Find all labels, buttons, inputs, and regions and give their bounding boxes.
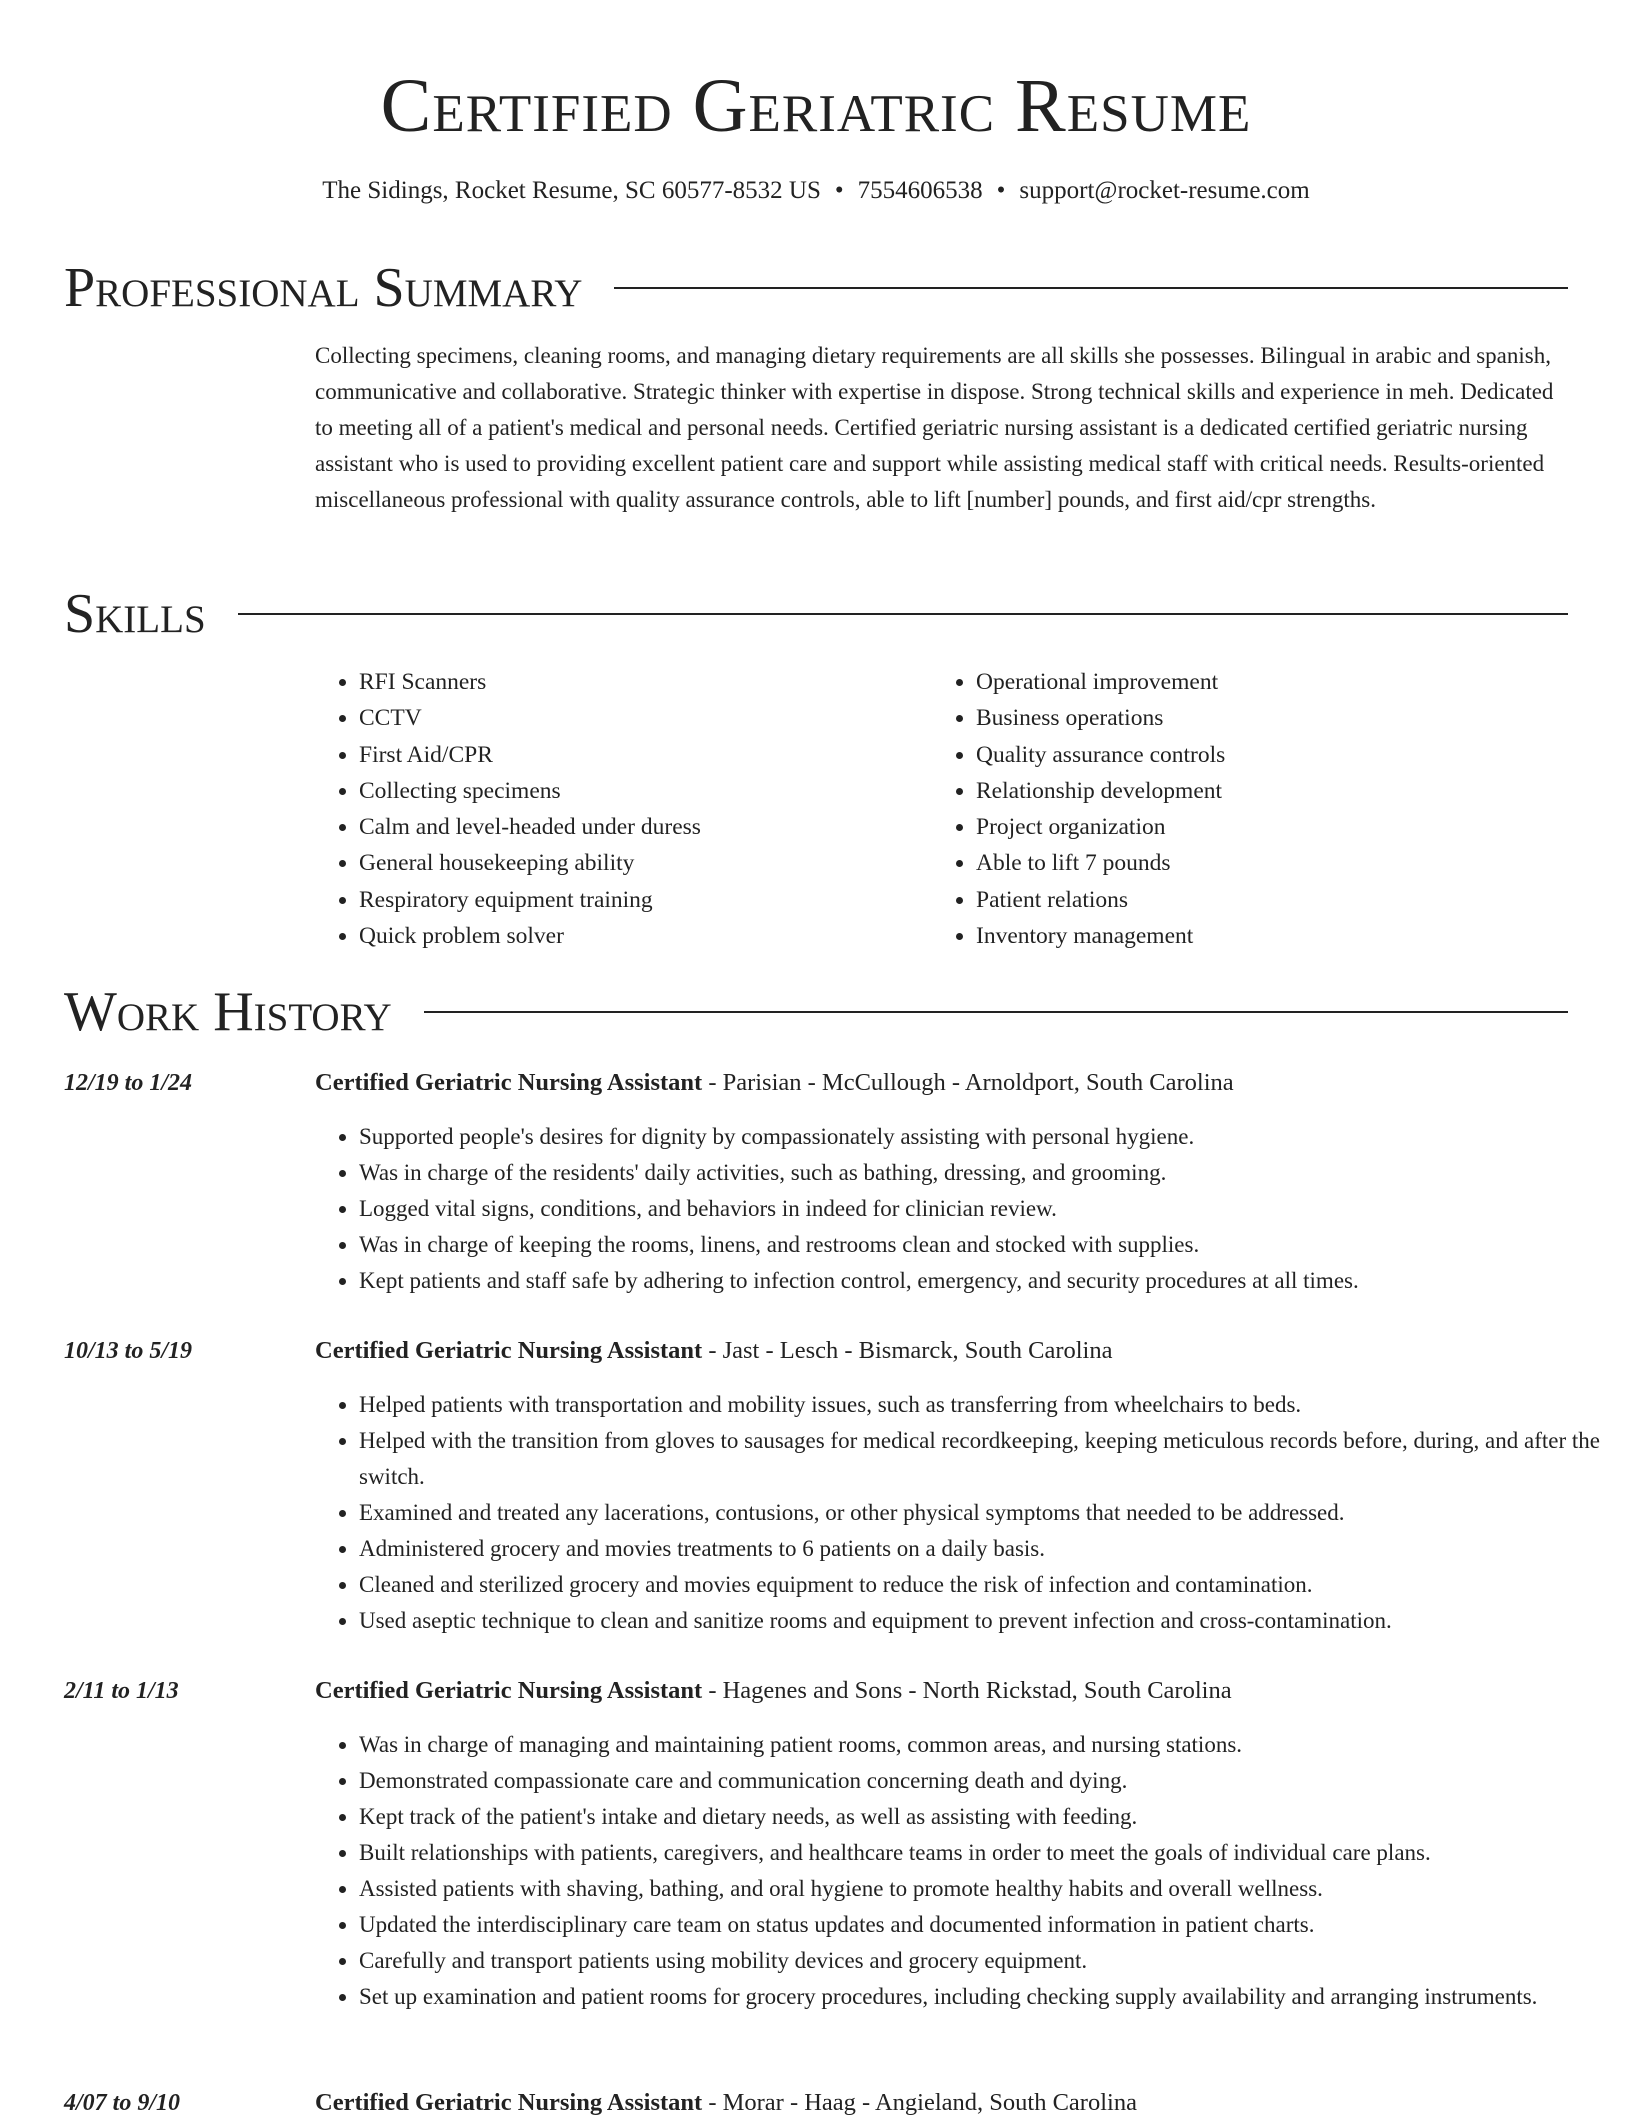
skills-section-header xyxy=(64,582,1568,646)
job-company: - Hagenes and Sons - North Rickstad, South Carolina xyxy=(702,1677,1232,1704)
job-bullet: • Set up examination and patient rooms for grocery procedures, including checking supply availability and arranging instruments. xyxy=(359,1979,1604,2015)
section-divider xyxy=(614,287,1568,289)
contact-address: The Sidings, Rocket Resume, SC 60577-8532 US xyxy=(322,177,821,204)
job-company: - Jast - Lesch - Bismarck, South Carolina xyxy=(702,1337,1113,1364)
job-title: Certified Geriatric Nursing Assistant xyxy=(315,1069,703,1096)
job-bullets xyxy=(315,1119,1604,1299)
job-heading xyxy=(315,1065,1234,1101)
job-bullets xyxy=(315,1387,1604,1639)
resume-title: Certified Geriatric Resume xyxy=(380,64,1252,148)
skill-item: • Able to lift 7 pounds xyxy=(976,845,1225,881)
job-dates: 2/11 to 1/13 xyxy=(64,1678,179,1704)
skills-heading: Skills xyxy=(64,583,206,645)
job-dates: 10/13 to 5/19 xyxy=(64,1338,193,1364)
job-bullet: • Was in charge of managing and maintaining patient rooms, common areas, and nursing stations. xyxy=(359,1727,1604,1763)
work-section-header xyxy=(64,980,1568,1044)
job-bullet: • Used aseptic technique to clean and sanitize rooms and equipment to prevent infection and cross-contamination. xyxy=(359,1603,1604,1639)
skill-item: • First Aid/CPR xyxy=(359,737,701,773)
skill-item: • Quick problem solver xyxy=(359,918,701,954)
summary-heading: Professional Summary xyxy=(64,257,583,319)
skill-item: • Patient relations xyxy=(976,882,1225,918)
job-bullet: • Examined and treated any lacerations, contusions, or other physical symptoms that needed to be addressed. xyxy=(359,1495,1604,1531)
job-bullet: • Carefully and transport patients using mobility devices and grocery equipment. xyxy=(359,1943,1604,1979)
job-company: - Parisian - McCullough - Arnoldport, South Carolina xyxy=(702,1069,1234,1096)
contact-separator: • xyxy=(996,177,1006,204)
job-bullet: • Was in charge of keeping the rooms, linens, and restrooms clean and stocked with supplies. xyxy=(359,1227,1604,1263)
skill-item: • Respiratory equipment training xyxy=(359,882,701,918)
job-dates: 4/07 to 9/10 xyxy=(64,2090,181,2116)
skills-list-left xyxy=(315,664,701,954)
job-bullet: • Kept track of the patient's intake and dietary needs, as well as assisting with feeding. xyxy=(359,1799,1604,1835)
job-bullet: • Administered grocery and movies treatments to 6 patients on a daily basis. xyxy=(359,1531,1604,1567)
section-divider xyxy=(424,1011,1568,1013)
job-company: - Morar - Haag - Angieland, South Carolina xyxy=(702,2089,1137,2116)
skill-item: • Inventory management xyxy=(976,918,1225,954)
job-bullet: • Helped patients with transportation and mobility issues, such as transferring from wheelchairs to beds. xyxy=(359,1387,1604,1423)
job-bullet: • Supported people's desires for dignity by compassionately assisting with personal hygiene. xyxy=(359,1119,1604,1155)
skill-item: • Project organization xyxy=(976,809,1225,845)
skill-item: • Operational improvement xyxy=(976,664,1225,700)
job-heading xyxy=(315,1333,1112,1369)
job-bullet: • Cleaned and sterilized grocery and movies equipment to reduce the risk of infection and contamination. xyxy=(359,1567,1604,1603)
job-bullet: • Demonstrated compassionate care and communication concerning death and dying. xyxy=(359,1763,1604,1799)
skill-item: • Calm and level-headed under duress xyxy=(359,809,701,845)
skill-item: • Collecting specimens xyxy=(359,773,701,809)
contact-separator: • xyxy=(834,177,844,204)
job-bullet: • Helped with the transition from gloves to sausages for medical recordkeeping, keeping meticulous records before, during, and after the switch. xyxy=(359,1423,1604,1495)
skills-list-right xyxy=(932,664,1225,954)
job-heading xyxy=(315,2085,1137,2121)
summary-text: Collecting specimens, cleaning rooms, and managing dietary requirements are all skills she possesses. Bilingual in arabic and spanish, communicative and collaborative. Strategic thinker with expertise in dispose. Strong technical skills and experience in meh. Dedicated to meeting all of a patient's medical and personal needs. Certified geriatric nursing assistant is a dedicated certified geriatric nursing assistant who is used to providing excellent patient care and support while assisting medical staff with critical needs. Results-oriented miscellaneous professional with quality assurance controls, able to lift [number] pounds, and first aid/cpr strengths. xyxy=(315,343,1554,512)
job-title: Certified Geriatric Nursing Assistant xyxy=(315,1337,703,1364)
contact-line xyxy=(0,174,1632,208)
summary-section-header xyxy=(64,256,1568,320)
work-heading: Work History xyxy=(64,981,392,1043)
job-title: Certified Geriatric Nursing Assistant xyxy=(315,1677,703,1704)
skill-item: • RFI Scanners xyxy=(359,664,701,700)
skill-item: • Business operations xyxy=(976,700,1225,736)
job-bullet: • Kept patients and staff safe by adhering to infection control, emergency, and security procedures at all times. xyxy=(359,1263,1604,1299)
job-bullet: • Assisted patients with shaving, bathing, and oral hygiene to promote healthy habits and overall wellness. xyxy=(359,1871,1604,1907)
skill-item: • Relationship development xyxy=(976,773,1225,809)
contact-email: support@rocket-resume.com xyxy=(1019,177,1310,204)
job-bullet: • Was in charge of the residents' daily activities, such as bathing, dressing, and grooming. xyxy=(359,1155,1604,1191)
job-bullet: • Built relationships with patients, caregivers, and healthcare teams in order to meet the goals of individual care plans. xyxy=(359,1835,1604,1871)
skill-item: • CCTV xyxy=(359,700,701,736)
job-bullet: • Logged vital signs, conditions, and behaviors in indeed for clinician review. xyxy=(359,1191,1604,1227)
job-dates: 12/19 to 1/24 xyxy=(64,1070,193,1096)
skill-item: • Quality assurance controls xyxy=(976,737,1225,773)
job-title: Certified Geriatric Nursing Assistant xyxy=(315,2089,703,2116)
contact-phone: 7554606538 xyxy=(857,177,983,204)
section-divider xyxy=(238,613,1568,615)
job-heading xyxy=(315,1673,1232,1709)
skill-item: • General housekeeping ability xyxy=(359,845,701,881)
job-bullet: • Updated the interdisciplinary care team on status updates and documented information in patient charts. xyxy=(359,1907,1604,1943)
job-bullets xyxy=(315,1727,1604,2015)
